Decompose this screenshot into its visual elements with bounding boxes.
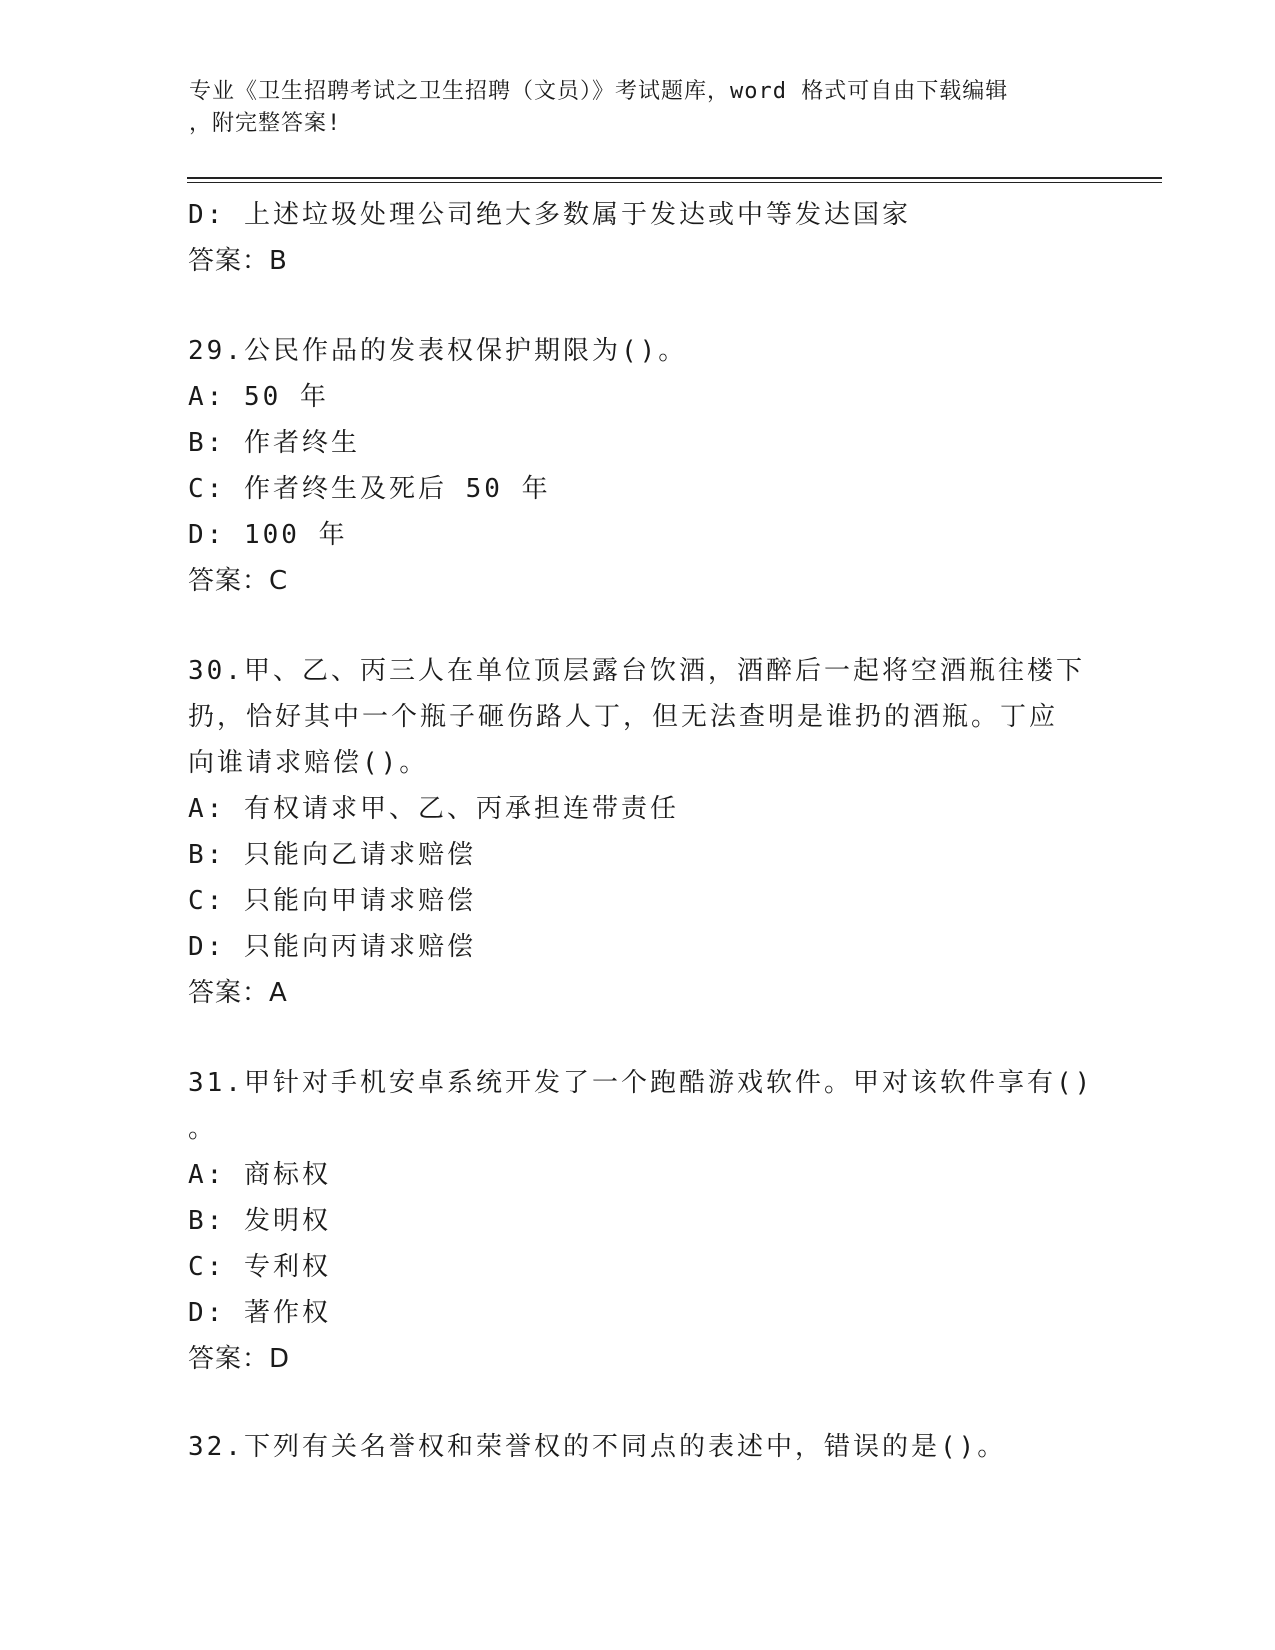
question-29-option-a: A: 50 年 [188, 382, 329, 412]
question-29-option-d: D: 100 年 [188, 520, 348, 550]
question-29-option-b: B: 作者终生 [188, 428, 360, 458]
question-30-stem-line-3: 向谁请求赔偿()。 [188, 748, 429, 778]
question-30-stem-line-1: 30.甲、乙、丙三人在单位顶层露台饮酒，酒醉后一起将空酒瓶往楼下 [188, 656, 1085, 686]
header-line-1: 专业《卫生招聘考试之卫生招聘（文员）》考试题库，word 格式可自由下载编辑 [189, 79, 1009, 104]
question-31-stem-line-1: 31.甲针对手机安卓系统开发了一个跑酷游戏软件。甲对该软件享有() [188, 1068, 1094, 1098]
question-30-option-b: B: 只能向乙请求赔偿 [188, 840, 476, 870]
question-31-option-b: B: 发明权 [188, 1206, 331, 1236]
question-29-option-c: C: 作者终生及死后 50 年 [188, 474, 551, 504]
question-30-option-d: D: 只能向丙请求赔偿 [188, 932, 476, 962]
header-rule-thick [187, 177, 1162, 179]
question-30-option-a: A: 有权请求甲、乙、丙承担连带责任 [188, 794, 679, 824]
header-rule-thin [187, 182, 1162, 183]
question-31-option-c: C: 专利权 [188, 1252, 331, 1282]
header-line-2: ，附完整答案! [189, 111, 342, 136]
question-body [188, 192, 1094, 1470]
question-31-option-a: A: 商标权 [188, 1160, 331, 1190]
page-header [189, 76, 1089, 140]
question-31-answer: 答案：D [188, 1344, 291, 1374]
question-30-stem-line-2: 扔，恰好其中一个瓶子砸伤路人丁，但无法查明是谁扔的酒瓶。丁应 [188, 702, 1059, 732]
question-29-stem: 29.公民作品的发表权保护期限为()。 [188, 336, 688, 366]
prev-option-d: D: 上述垃圾处理公司绝大多数属于发达或中等发达国家 [188, 200, 911, 230]
prev-answer: 答案：B [188, 246, 288, 276]
question-30-answer: 答案：A [188, 978, 288, 1008]
question-31-option-d: D: 著作权 [188, 1298, 331, 1328]
question-29-answer: 答案：C [188, 566, 289, 596]
question-32-stem: 32.下列有关名誉权和荣誉权的不同点的表述中，错误的是()。 [188, 1432, 1007, 1462]
question-30-option-c: C: 只能向甲请求赔偿 [188, 886, 476, 916]
question-31-stem-line-2: 。 [188, 1114, 218, 1144]
